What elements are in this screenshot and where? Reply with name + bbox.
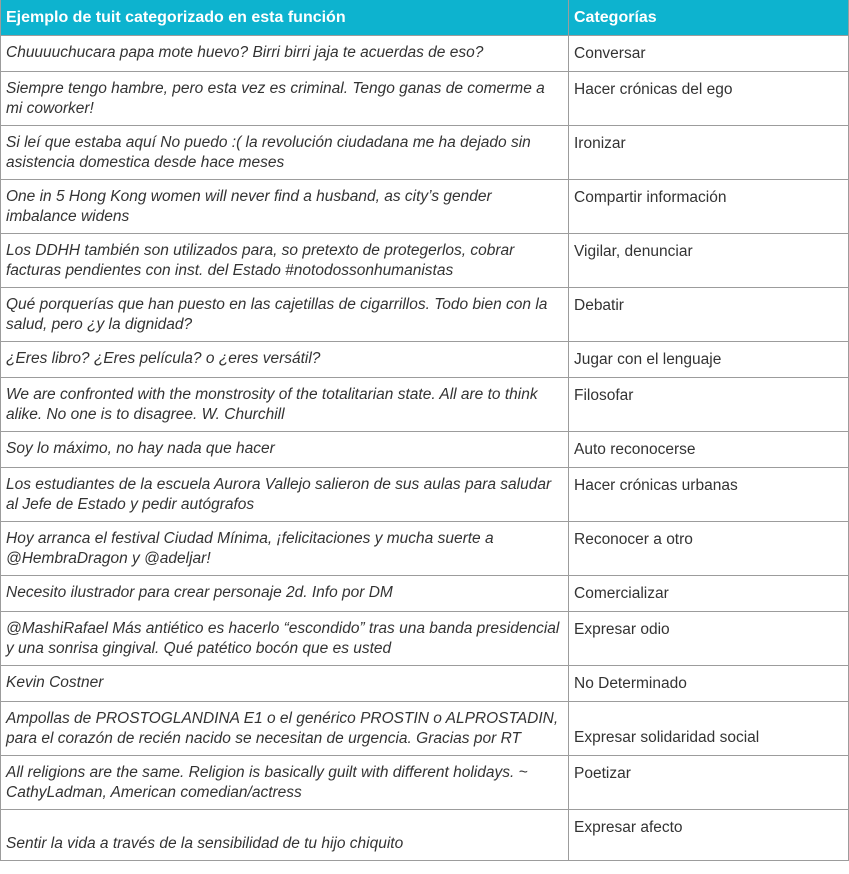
table-row — [1, 702, 849, 756]
table-row — [1, 666, 849, 702]
category-cell: Conversar — [569, 36, 849, 72]
tweet-cell: ¿Eres libro? ¿Eres película? o ¿eres versátil? — [1, 342, 569, 378]
tweet-cell: We are confronted with the monstrosity of the totalitarian state. All are to think alike. No one is to disagree. W. Churchill — [1, 378, 569, 432]
tweet-cell: Soy lo máximo, no hay nada que hacer — [1, 432, 569, 468]
table-row — [1, 36, 849, 72]
category-cell: Expresar odio — [569, 612, 849, 666]
tweet-cell: Sentir la vida a través de la sensibilidad de tu hijo chiquito — [1, 810, 569, 861]
tweet-cell: Hoy arranca el festival Ciudad Mínima, ¡felicitaciones y mucha suerte a @HembraDragon y @adeljar! — [1, 522, 569, 576]
table-row — [1, 126, 849, 180]
table-row — [1, 468, 849, 522]
category-cell: Hacer crónicas urbanas — [569, 468, 849, 522]
header-category: Categorías — [569, 0, 849, 36]
category-cell: Expresar afecto — [569, 810, 849, 861]
category-cell: No Determinado — [569, 666, 849, 702]
table-row — [1, 612, 849, 666]
tweet-cell: Los estudiantes de la escuela Aurora Vallejo salieron de sus aulas para saludar al Jefe de Estado y pedir autógrafos — [1, 468, 569, 522]
tweet-cell: One in 5 Hong Kong women will never find a husband, as city’s gender imbalance widens — [1, 180, 569, 234]
table-row — [1, 522, 849, 576]
table-header-row — [1, 0, 849, 36]
table-row — [1, 72, 849, 126]
table-row — [1, 234, 849, 288]
table-row — [1, 342, 849, 378]
tweet-cell: @MashiRafael Más antiético es hacerlo “escondido” tras una banda presidencial y una sonrisa gingival. Qué patético bocón que es usted — [1, 612, 569, 666]
tweet-cell: Necesito ilustrador para crear personaje 2d. Info por DM — [1, 576, 569, 612]
table-row — [1, 378, 849, 432]
category-cell: Debatir — [569, 288, 849, 342]
tweet-cell: All religions are the same. Religion is basically guilt with different holidays. ~ CathyLadman, American comedian/actress — [1, 756, 569, 810]
category-cell: Ironizar — [569, 126, 849, 180]
category-cell: Hacer crónicas del ego — [569, 72, 849, 126]
table-row — [1, 180, 849, 234]
table-row — [1, 756, 849, 810]
tweet-cell: Los DDHH también son utilizados para, so pretexto de protegerlos, cobrar facturas pendientes con inst. del Estado #notodossonhumanistas — [1, 234, 569, 288]
category-cell: Vigilar, denunciar — [569, 234, 849, 288]
tweet-cell: Ampollas de PROSTOGLANDINA E1 o el genérico PROSTIN o ALPROSTADIN, para el corazón de recién nacido se necesitan de urgencia. Gracias por RT — [1, 702, 569, 756]
category-cell: Filosofar — [569, 378, 849, 432]
tweet-cell: Qué porquerías que han puesto en las cajetillas de cigarrillos. Todo bien con la salud, pero ¿y la dignidad? — [1, 288, 569, 342]
header-example: Ejemplo de tuit categorizado en esta función — [1, 0, 569, 36]
tweet-cell: Chuuuuchucara papa mote huevo? Birri birri jaja te acuerdas de eso? — [1, 36, 569, 72]
table-row — [1, 432, 849, 468]
category-cell: Compartir información — [569, 180, 849, 234]
tweet-cell: Siempre tengo hambre, pero esta vez es criminal. Tengo ganas de comerme a mi coworker! — [1, 72, 569, 126]
table-row — [1, 810, 849, 861]
tweet-cell: Si leí que estaba aquí No puedo :( la revolución ciudadana me ha dejado sin asistencia domestica desde hace meses — [1, 126, 569, 180]
category-cell: Expresar solidaridad social — [569, 702, 849, 756]
table-row — [1, 576, 849, 612]
table-row — [1, 288, 849, 342]
category-cell: Comercializar — [569, 576, 849, 612]
tweet-cell: Kevin Costner — [1, 666, 569, 702]
category-cell: Auto reconocerse — [569, 432, 849, 468]
category-cell: Jugar con el lenguaje — [569, 342, 849, 378]
category-cell: Poetizar — [569, 756, 849, 810]
category-cell: Reconocer a otro — [569, 522, 849, 576]
